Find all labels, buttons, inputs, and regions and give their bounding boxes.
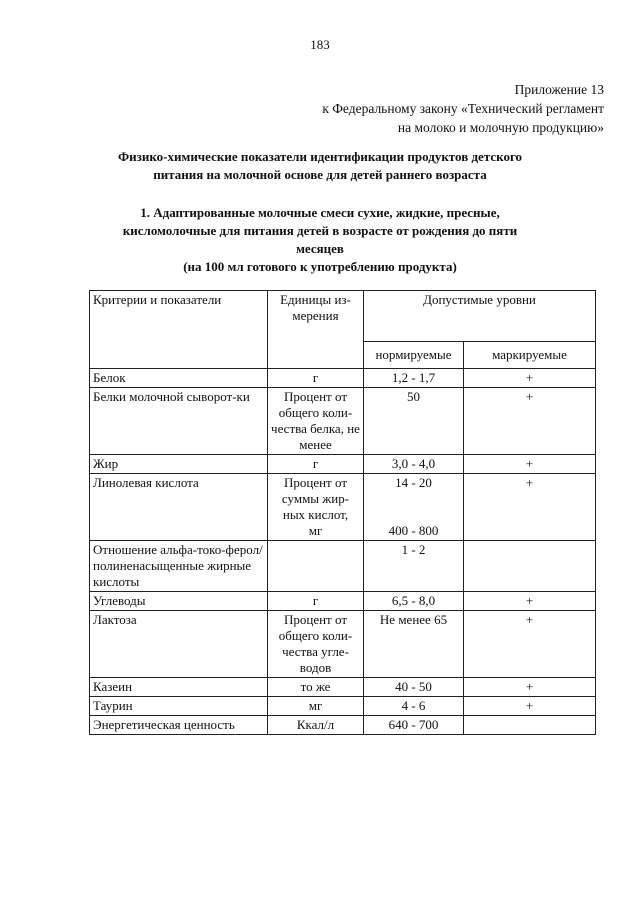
- cell-labeled: +: [464, 611, 596, 678]
- table-row: [90, 455, 596, 474]
- cell-criteria: Казеин: [90, 678, 268, 697]
- cell-criteria: Таурин: [90, 697, 268, 716]
- table-row: [90, 697, 596, 716]
- cell-normalized: 50: [364, 388, 464, 455]
- appendix-line: на молоко и молочную продукцию»: [397, 120, 604, 135]
- cell-units: г: [268, 369, 364, 388]
- cell-criteria: Жир: [90, 455, 268, 474]
- cell-labeled: +: [464, 388, 596, 455]
- cell-criteria: Лактоза: [90, 611, 268, 678]
- table-row: [90, 611, 596, 678]
- cell-units: [268, 541, 364, 592]
- cell-criteria: Отношение альфа-токо-ферол/полиненасыщенные жирные кислоты: [90, 541, 268, 592]
- title-line: Физико-химические показатели идентификации продуктов детского: [117, 149, 523, 164]
- cell-criteria: Белки молочной сыворот-ки: [90, 388, 268, 455]
- cell-normalized: [364, 474, 464, 541]
- cell-criteria: Углеводы: [90, 592, 268, 611]
- cell-normalized: 1 - 2: [364, 541, 464, 592]
- header-normalized: нормируемые: [364, 342, 464, 369]
- table-row: [90, 592, 596, 611]
- cell-normalized: Не менее 65: [364, 611, 464, 678]
- cell-labeled: [464, 541, 596, 592]
- spacer: [367, 507, 460, 523]
- table-row: [90, 388, 596, 455]
- spacer: [367, 491, 460, 507]
- cell-normalized: 40 - 50: [364, 678, 464, 697]
- cell-normalized: 3,0 - 4,0: [364, 455, 464, 474]
- cell-criteria: Белок: [90, 369, 268, 388]
- cell-normalized: 6,5 - 8,0: [364, 592, 464, 611]
- section-title: [0, 204, 640, 276]
- cell-normalized: 1,2 - 1,7: [364, 369, 464, 388]
- cell-labeled: +: [464, 455, 596, 474]
- cell-labeled: +: [464, 678, 596, 697]
- table-row: [90, 541, 596, 592]
- cell-criteria: Линолевая кислота: [90, 474, 268, 541]
- section-line: кисломолочные для питания детей в возрасте от рождения до пяти: [122, 223, 518, 238]
- title-line: питания на молочной основе для детей раннего возраста: [153, 167, 487, 182]
- table-header-row: [90, 291, 596, 342]
- cell-units: [268, 474, 364, 541]
- cell-labeled: +: [464, 369, 596, 388]
- header-units: Единицы из-мерения: [268, 291, 364, 369]
- section-line: (на 100 мл готового к употреблению продукта): [183, 259, 457, 274]
- appendix-line: к Федеральному закону «Технический регламент: [322, 101, 604, 116]
- cell-labeled: +: [464, 592, 596, 611]
- table-row: [90, 474, 596, 541]
- table-row: [90, 678, 596, 697]
- appendix-line: Приложение 13: [514, 82, 604, 97]
- section-line: месяцев: [296, 241, 344, 256]
- cell-units: г: [268, 592, 364, 611]
- document-title: [0, 148, 640, 184]
- cell-normalized-part: 14 - 20: [395, 475, 432, 490]
- cell-labeled: [464, 716, 596, 735]
- table-row: [90, 716, 596, 735]
- cell-criteria: Энергетическая ценность: [90, 716, 268, 735]
- cell-units: Ккал/л: [268, 716, 364, 735]
- cell-units: Процент от общего коли-чества белка, не менее: [268, 388, 364, 455]
- header-labeled: маркируемые: [464, 342, 596, 369]
- cell-units: то же: [268, 678, 364, 697]
- page-number: 183: [310, 37, 330, 52]
- cell-labeled: +: [464, 474, 596, 541]
- header-criteria: Критерии и показатели: [90, 291, 268, 369]
- cell-units-part: мг: [308, 523, 323, 538]
- cell-labeled: +: [464, 697, 596, 716]
- cell-units-part: Процент от суммы жир-ных кислот,: [281, 475, 350, 522]
- appendix-header: [322, 80, 604, 137]
- cell-units: Процент от общего коли-чества угле-водов: [268, 611, 364, 678]
- cell-normalized: 640 - 700: [364, 716, 464, 735]
- cell-units: г: [268, 455, 364, 474]
- header-levels: Допустимые уровни: [364, 291, 596, 342]
- cell-normalized: 4 - 6: [364, 697, 464, 716]
- cell-units: мг: [268, 697, 364, 716]
- table-row: [90, 369, 596, 388]
- indicators-table: [89, 290, 596, 735]
- section-line: 1. Адаптированные молочные смеси сухие, жидкие, пресные,: [140, 205, 500, 220]
- cell-normalized-part: 400 - 800: [388, 523, 439, 538]
